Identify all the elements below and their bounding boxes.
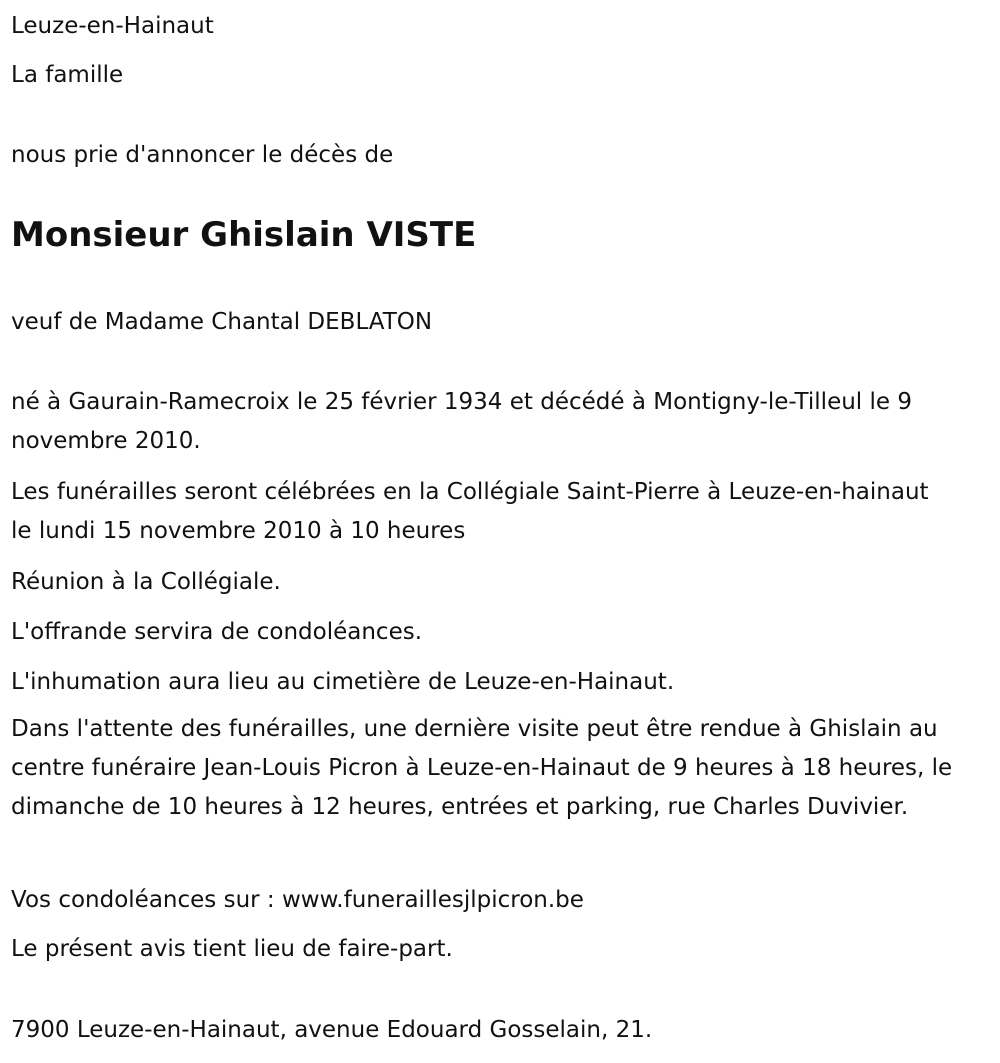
address-line: 7900 Leuze-en-Hainaut, avenue Edouard Gosselain, 21. [11,1017,653,1043]
visit-paragraph: Dans l'attente des funérailles, une dernière visite peut être rendue à Ghislain au centre funéraire Jean-Louis Picron à Leuze-en-Hainaut de 9 heures à 18 heures, le dimanche de 10 heures à 12 heures, entrées et parking, rue Charles Duvivier. [11,716,953,820]
condolences-line: Vos condoléances sur : www.funeraillesjlpicron.be [11,887,584,913]
birth-death-paragraph: né à Gaurain-Ramecroix le 25 février 1934 et décédé à Montigny-le-Tilleul le 9 novembre 2010. [11,389,912,454]
announcement-line: nous prie d'annoncer le décès de [11,142,394,168]
meeting-line: Réunion à la Collégiale. [11,569,281,595]
faire-part-line: Le présent avis tient lieu de faire-part. [11,936,453,962]
deceased-name: Monsieur Ghislain VISTE [11,215,477,255]
offering-line: L'offrande servira de condoléances. [11,619,423,645]
widow-line: veuf de Madame Chantal DEBLATON [11,309,433,335]
family-line: La famille [11,62,124,88]
city-line: Leuze-en-Hainaut [11,13,214,39]
funeral-paragraph: Les funérailles seront célébrées en la Collégiale Saint-Pierre à Leuze-en-hainaut le lundi 15 novembre 2010 à 10 heures [11,479,929,544]
burial-line: L'inhumation aura lieu au cimetière de Leuze-en-Hainaut. [11,669,675,695]
